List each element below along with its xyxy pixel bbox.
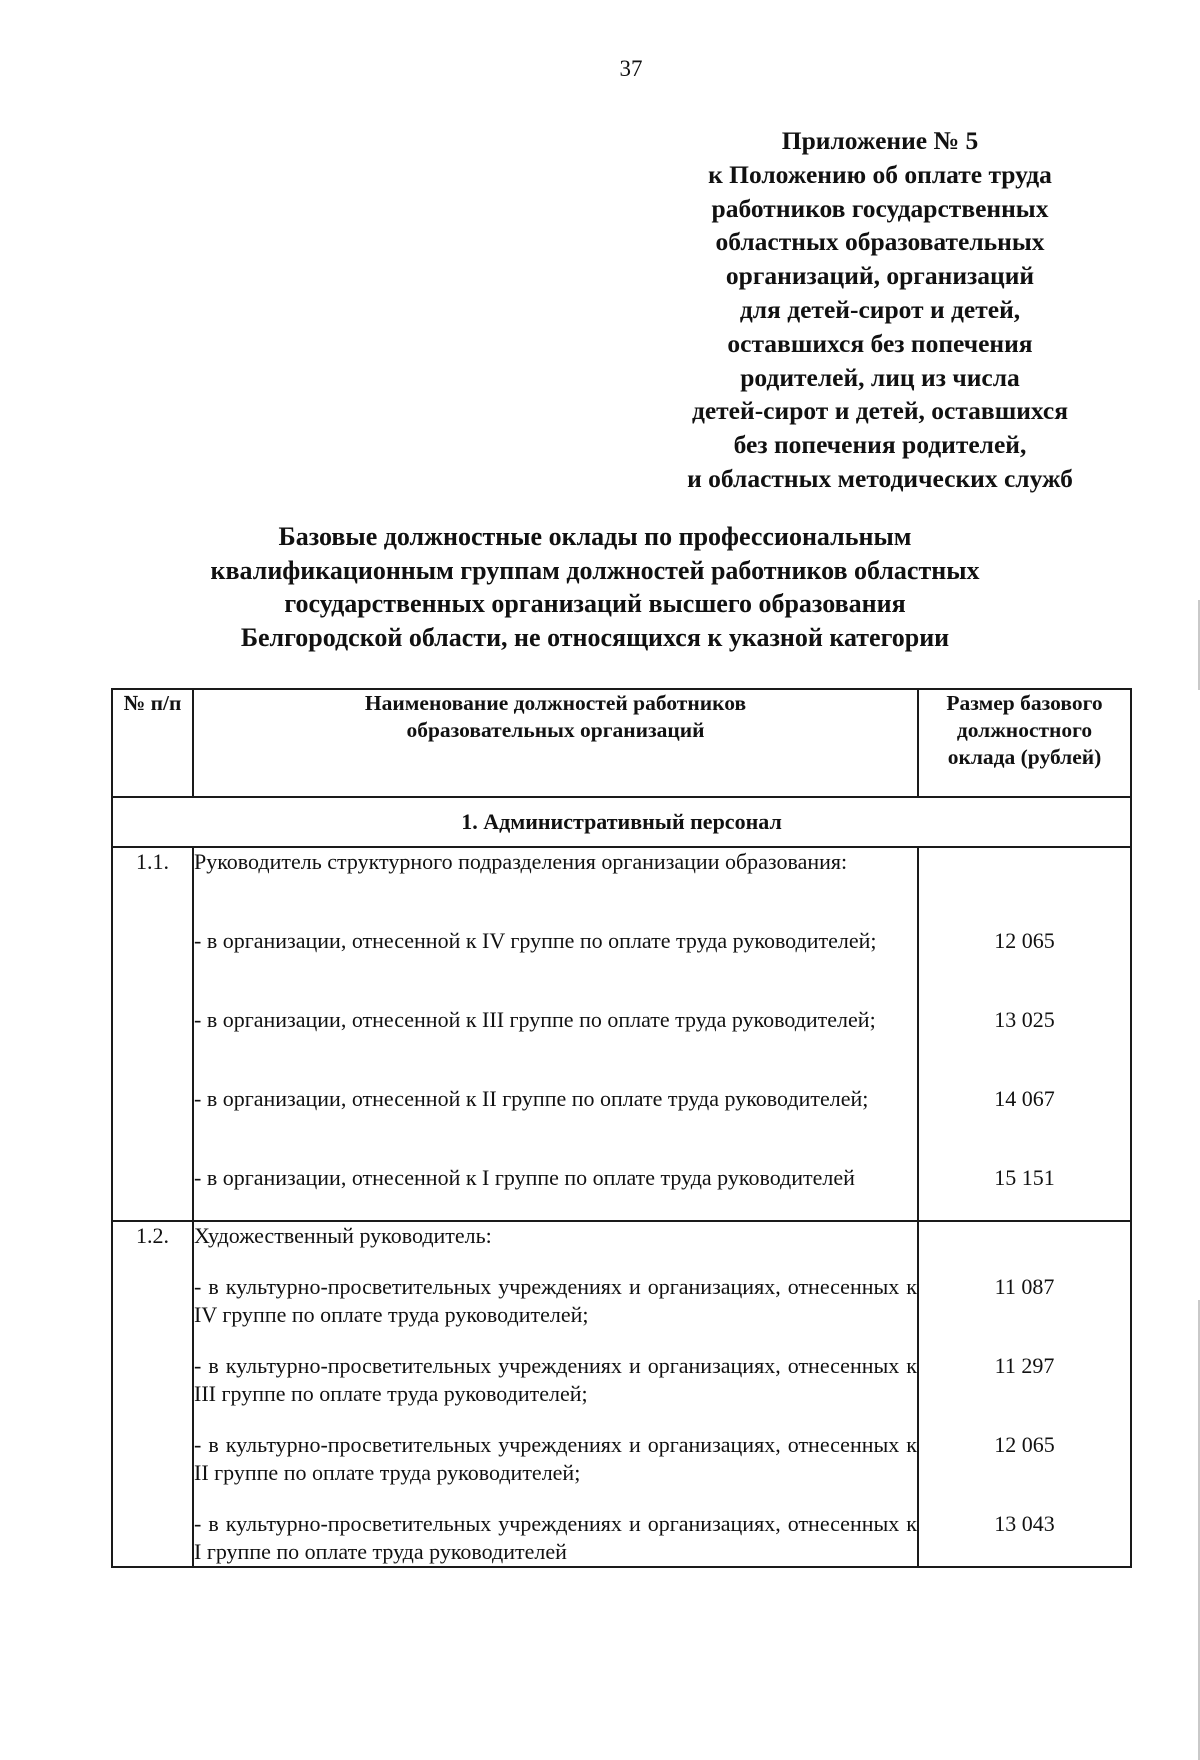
row-number: 1.2. xyxy=(112,1221,193,1567)
row-name-cell xyxy=(193,1221,918,1567)
appendix-line: оставшихся без попечения xyxy=(727,328,1033,358)
position-item: - в культурно-просветительных учреждениях и организациях, отнесенных к IV группе по оплате труда руководителей; xyxy=(194,1274,917,1327)
appendix-line: к Положению об оплате труда xyxy=(708,159,1052,189)
header-size-line: оклада (рублей) xyxy=(947,745,1102,769)
header-position-name xyxy=(193,689,918,797)
position-title: Руководитель структурного подразделения организации образования: xyxy=(194,849,848,874)
header-size-line: Размер базового xyxy=(946,691,1103,715)
position-item: - в культурно-просветительных учреждениях и организациях, отнесенных к I группе по оплате труда руководителей xyxy=(194,1511,917,1564)
appendix-line: областных образовательных xyxy=(715,227,1045,257)
position-item: - в организации, отнесенной к I группе по оплате труда руководителей xyxy=(194,1165,855,1190)
position-title: Художественный руководитель: xyxy=(194,1223,492,1248)
row-value-cell xyxy=(918,847,1131,1221)
position-item: - в культурно-просветительных учреждениях и организациях, отнесенных к III группе по оплате труда руководителей; xyxy=(194,1353,917,1406)
header-number: № п/п xyxy=(112,689,193,797)
title-line: Белгородской области, не относящихся к указной категории xyxy=(240,622,950,652)
salary-value: 12 065 xyxy=(994,928,1055,953)
appendix-line: работников государственных xyxy=(711,193,1049,223)
value-spacer xyxy=(919,1222,1130,1250)
salary-value: 13 025 xyxy=(994,1007,1055,1032)
salary-value: 15 151 xyxy=(994,1165,1055,1190)
section-title: 1. Административный персонал xyxy=(112,797,1131,847)
position-item: - в организации, отнесенной к II группе по оплате труда руководителей; xyxy=(194,1086,869,1111)
page-number: 37 xyxy=(619,56,643,81)
salary-value: 13 043 xyxy=(994,1511,1055,1536)
header-name-line: образовательных организаций xyxy=(406,718,705,742)
salary-value: 12 065 xyxy=(994,1432,1055,1457)
title-line: квалификационным группам должностей работников областных xyxy=(210,555,980,585)
appendix-line: детей-сирот и детей, оставшихся xyxy=(691,396,1069,426)
salary-table xyxy=(111,688,1132,1568)
row-number: 1.1. xyxy=(112,847,193,1221)
value-spacer xyxy=(919,848,1130,904)
row-name-cell xyxy=(193,847,918,1221)
section-row xyxy=(112,797,1131,847)
title-line: государственных организаций высшего образования xyxy=(284,589,906,618)
salary-value: 11 297 xyxy=(994,1353,1055,1378)
row-value-cell xyxy=(918,1221,1131,1567)
header-salary-size xyxy=(918,689,1131,797)
table-row xyxy=(112,847,1131,1221)
appendix-line: родителей, лиц из числа xyxy=(740,362,1020,392)
position-item: - в организации, отнесенной к III группе по оплате труда руководителей; xyxy=(194,1007,876,1032)
table-header-row xyxy=(112,689,1131,797)
appendix-line: организаций, организаций xyxy=(725,261,1035,291)
title-line: Базовые должностные оклады по профессиональным xyxy=(278,522,912,551)
position-item: - в культурно-просветительных учреждениях и организациях, отнесенных к II группе по оплате труда руководителей; xyxy=(194,1432,917,1485)
appendix-line: для детей-сирот и детей, xyxy=(739,294,1021,324)
appendix-line: и областных методических служб xyxy=(687,463,1073,493)
salary-value: 14 067 xyxy=(994,1086,1055,1111)
table-row xyxy=(112,1221,1131,1567)
document-title xyxy=(130,520,1060,654)
header-size-line: должностного xyxy=(956,718,1093,742)
appendix-header xyxy=(640,124,1120,496)
appendix-line: без попечения родителей, xyxy=(733,430,1027,460)
position-item: - в организации, отнесенной к IV группе по оплате труда руководителей; xyxy=(194,928,877,953)
salary-value: 11 087 xyxy=(994,1274,1055,1299)
appendix-line: Приложение № 5 xyxy=(781,126,979,155)
header-name-line: Наименование должностей работников xyxy=(364,691,747,715)
